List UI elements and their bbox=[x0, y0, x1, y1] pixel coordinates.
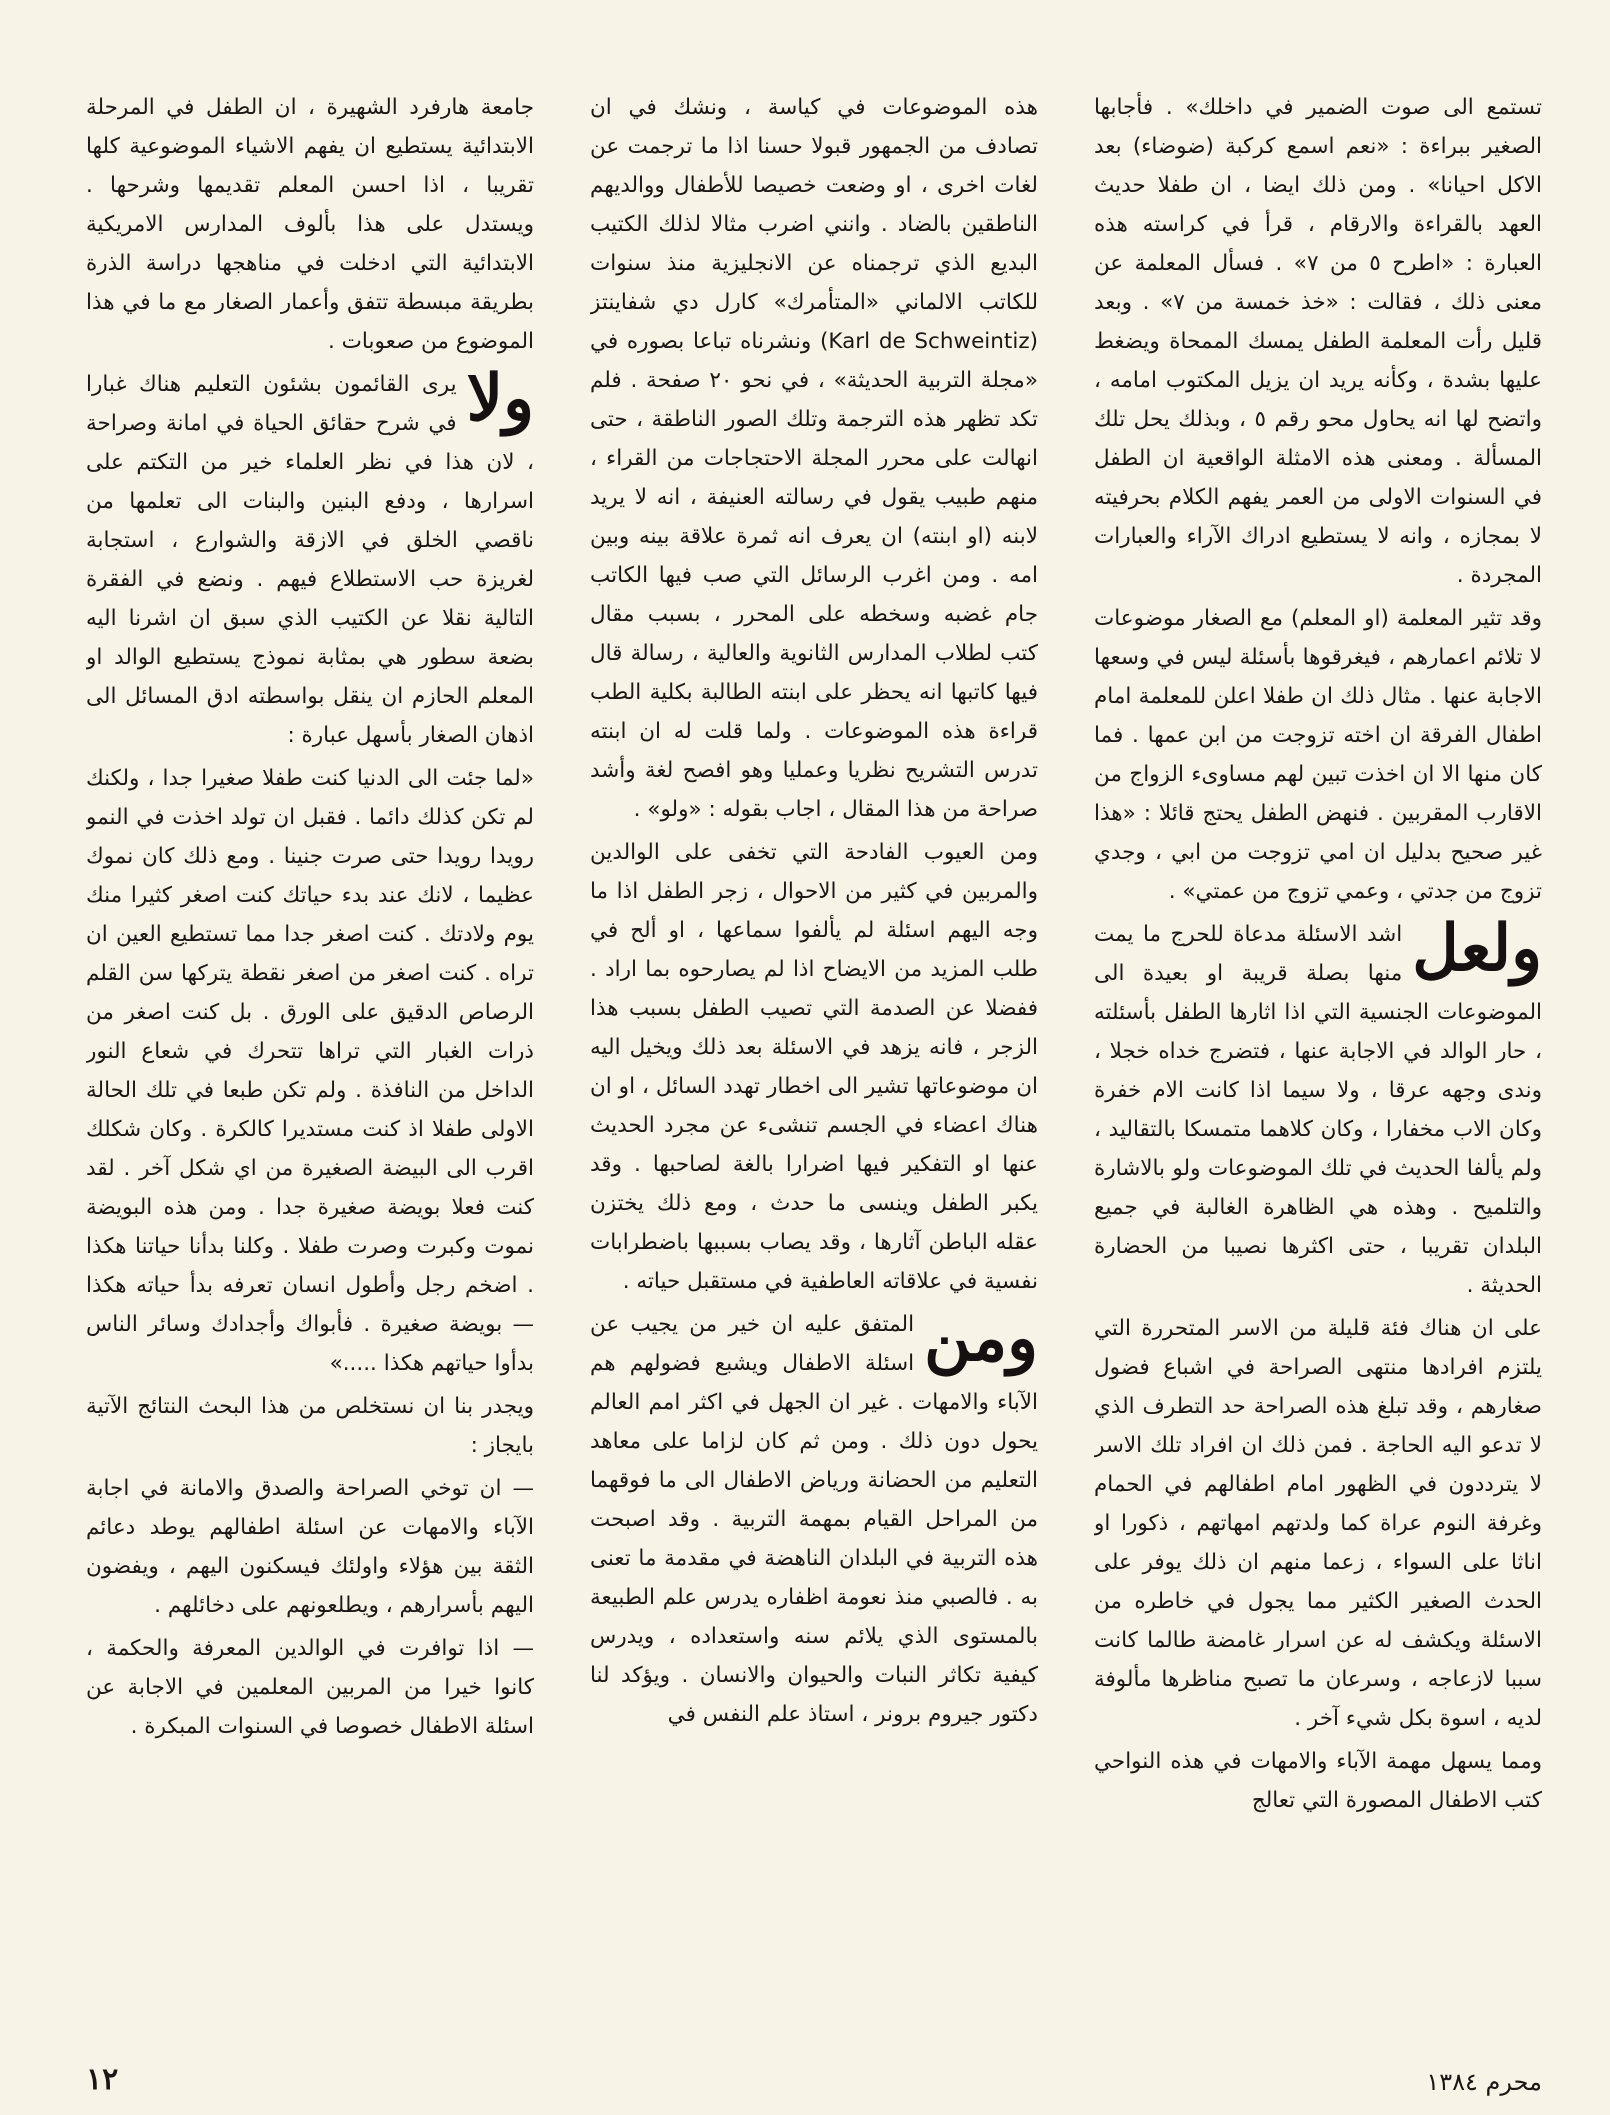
conclusion-point: — ان توخي الصراحة والصدق والامانة في اجابة الآباء والامهات عن اسئلة اطفالهم يوطد دعائم الثقة بين هؤلاء واولئك فيسكنون اليهم ، ويفضون اليهم بأسرارهم ، ويطلعونهم على دخائلهم . bbox=[86, 1476, 534, 1618]
dropcap-paragraph bbox=[86, 361, 534, 755]
paragraph: على ان هناك فئة قليلة من الاسر المتحررة التي يلتزم افرادها منتهى الصراحة في اشباع فضول صغارهم ، وقد تبلغ هذه الصراحة حد التطرف الذي لا تدعو اليه الحاجة . فمن ذلك ان افراد تلك الاسر لا يترددون في الظهور امام اطفالهم في الحمام وغرفة النوم عراة كما ولدتهم امهاتهم ، ذكورا او اناثا على السواء ، زعما منهم ان ذلك يوفر على الحدث الصغير الكثير مما يجول في خاطره من الاسئلة ويكشف له عن اسرار غامضة طالما كانت سببا لازعاجه ، وسرعان ما تصبح مناظرها مألوفة لديه ، اسوة بكل شيء آخر . bbox=[1094, 1316, 1542, 1731]
paragraph: ومما يسهل مهمة الآباء والامهات في هذه النواحي كتب الاطفال المصورة التي تعالج bbox=[1094, 1749, 1542, 1813]
conclusion-point: — اذا توافرت في الوالدين المعرفة والحكمة ، كانوا خيرا من المربين المعلمين في الاجابة عن اسئلة الاطفال خصوصا في السنوات المبكرة . bbox=[86, 1636, 534, 1739]
quoted-passage: «لما جئت الى الدنيا كنت طفلا صغيرا جدا ، ولكنك لم تكن كذلك دائما . فقبل ان تولد اخذت في النمو رويدا رويدا حتى صرت جنينا . ومع ذلك كان نموك عظيما ، لانك عند بدء حياتك كنت اصغر كثيرا منك يوم ولادتك . كنت اصغر جدا مما تستطيع العين ان تراه . كنت اصغر من اصغر نقطة يتركها سن القلم الرصاص الدقيق على الورق . بل كنت اصغر من ذرات الغبار التي تراها تتحرك في شعاع النور الداخل من النافذة . ولم تكن طبعا في تلك الحالة الاولى طفلا اذ كنت مستديرا كالكرة . وكان شكلك اقرب الى البيضة الصغيرة من اي شكل آخر . لقد كنت فعلا بويضة صغيرة جدا . ومن هذه البويضة نموت وكبرت وصرت طفلا . وكلنا بدأنا حياتنا هكذا . اضخم رجل وأطول انسان تعرفه بدأ حياته هكذا — بويضة صغيرة . فأبواك وأجدادك وسائر الناس بدأوا حياتهم هكذا .....» bbox=[86, 766, 534, 1376]
issue-date: محرم ١٣٨٤ bbox=[1426, 2068, 1542, 2096]
paragraph: تستمع الى صوت الضمير في داخلك» . فأجابها الصغير ببراءة : «نعم اسمع كركبة (ضوضاء) بعد الاكل احيانا» . ومن ذلك ايضا ، ان طفلا حديث العهد بالقراءة والارقام ، قرأ في كراسته هذه العبارة : «اطرح ٥ من ٧» . فسأل المعلمة عن معنى ذلك ، فقالت : «خذ خمسة من ٧» . وبعد قليل رأت المعلمة الطفل يمسك الممحاة ويضغط عليها بشدة ، وكأنه يريد ان يزيل المكتوب امامه ، واتضح لها انه يحاول محو رقم ٥ ، وبذلك يحل تلك المسألة . ومعنى هذه الامثلة الواقعية ان الطفل في السنوات الاولى من العمر يفهم الكلام بحرفيته لا بمجازه ، وانه لا يستطيع ادراك الآراء والعبارات المجردة . bbox=[1094, 95, 1542, 588]
paragraph-text: المتفق عليه ان خير من يجيب عن اسئلة الاطفال ويشبع فضولهم هم الآباء والامهات . غير ان الجهل في اكثر امم العالم يحول دون ذلك . ومن ثم كان لزاما على معاهد التعليم من الحضانة ورياض الاطفال الى ما فوقهما من المراحل القيام بمهمة التربية . وقد اصبحت هذه التربية في البلدان الناهضة في مقدمة ما تعنى به . فالصبي منذ نعومة اظفاره يدرس علم الطبيعة بالمستوى الذي يلائم سنه واستعداده ، ويدرس كيفية تكاثر النبات والحيوان والانسان . ويؤكد لنا دكتور جيروم برونر ، استاذ علم النفس في bbox=[590, 1312, 1038, 1727]
paragraph: ومن العيوب الفادحة التي تخفى على الوالدين والمربين في كثير من الاحوال ، زجر الطفل اذا ما وجه اليهم اسئلة لم يألفوا سماعها ، او ألح في طلب المزيد من الايضاح اذا لم يصارحوه بما اراد . ففضلا عن الصدمة التي تصيب الطفل بسبب هذا الزجر ، فانه يزهد في الاسئلة بعد ذلك ويخيل اليه ان موضوعاتها تشير الى اخطار تهدد السائل ، او ان هناك اعضاء في الجسم تنشىء عن مجرد الحديث عنها او التفكير فيها اضرارا بالغة لصاحبها . وقد يكبر الطفل وينسى ما حدث ، ومع ذلك يختزن عقله الباطن آثارها ، وقد يصاب بسببها باضطرابات نفسية في علاقاته العاطفية في مستقبل حياته . bbox=[590, 840, 1038, 1294]
dropcap-word: ولعل bbox=[1412, 911, 1542, 986]
dropcap-word: ولا bbox=[466, 361, 534, 436]
paragraph-text: اشد الاسئلة مدعاة للحرج ما يمت منها بصلة قريبة او بعيدة الى الموضوعات الجنسية التي اذا اثارها الطفل بأسئلته ، حار الوالد في الاجابة عنها ، فتضرج خداه خجلا ، وندى وجهه عرقا ، ولا سيما اذا كانت الام خفرة وكان الاب مخفارا ، وكان كلاهما متمسكا بالتقاليد ، ولم يألفا الحديث في تلك الموضوعات ولو بالاشارة والتلميح . وهذه هي الظاهرة الغالبة في جميع البلدان تقريبا ، حتى اكثرها نصيبا من الحضارة الحديثة . bbox=[1094, 922, 1542, 1298]
text-column-right bbox=[1094, 88, 1542, 2033]
paragraph: جامعة هارفرد الشهيرة ، ان الطفل في المرحلة الابتدائية يستطيع ان يفهم الاشياء الموضوعية كلها تقريبا ، اذا احسن المعلم تقديمها وشرحها . ويستدل على هذا بألوف المدارس الامريكية الابتدائية التي ادخلت في مناهجها دراسة الذرة بطريقة مبسطة تتفق وأعمار الصغار مع ما في هذا الموضوع من صعوبات . bbox=[86, 95, 534, 354]
paragraph: وقد تثير المعلمة (او المعلم) مع الصغار موضوعات لا تلائم اعمارهم ، فيغرقوها بأسئلة ليس في وسعها الاجابة عنها . مثال ذلك ان طفلا اعلن للمعلمة امام اطفال الفرقة ان اخته تزوجت من ابن عمها . فما كان منها الا ان اخذت تبين لهم مساوىء الزواج من الاقارب المقربين . فنهض الطفل يحتج قائلا : «هذا غير صحيح بدليل ان امي تزوجت من ابي ، وجدي تزوج من جدتي ، وعمي تزوج من عمتي» . bbox=[1094, 606, 1542, 904]
text-column-middle bbox=[590, 88, 1038, 2033]
dropcap-word: ومن bbox=[924, 1301, 1038, 1376]
paragraph-text: يرى القائمون بشئون التعليم هناك غبارا في شرح حقائق الحياة في امانة وصراحة ، لان هذا في نظر العلماء خير من التكتم على اسرارها ، ودفع البنين والبنات الى تعلمها من ناقصي الخلق في الازقة والشوارع ، استجابة لغريزة حب الاستطلاع فيهم . ونضع في الفقرة التالية نقلا عن الكتيب الذي سبق ان اشرنا اليه بضعة سطور هي بمثابة نموذج يستطيع الوالد او المعلم الحازم ان ينقل بواسطته ادق المسائل الى اذهان الصغار بأسهل عبارة : bbox=[86, 372, 534, 748]
dropcap-paragraph bbox=[590, 1301, 1038, 1734]
text-column-left bbox=[86, 88, 534, 2033]
page-number: ١٢ bbox=[86, 2062, 119, 2097]
dropcap-paragraph bbox=[1094, 911, 1542, 1305]
conclusion-intro: ويجدر بنا ان نستخلص من هذا البحث النتائج الآتية بايجاز : bbox=[86, 1394, 534, 1458]
paragraph: هذه الموضوعات في كياسة ، ونشك في ان تصادف من الجمهور قبولا حسنا اذا ما ترجمت عن لغات اخرى ، او وضعت خصيصا للأطفال ووالديهم الناطقين بالضاد . وانني اضرب مثالا لذلك الكتيب البديع الذي ترجمناه عن الانجليزية منذ سنوات للكاتب الالماني «المتأمرك» كارل دي شفاينتز (Karl de Schweintiz) ونشرناه تباعا بصوره في «مجلة التربية الحديثة» ، في نحو ٢٠ صفحة . فلم تكد تظهر هذه الترجمة وتلك الصور الناطقة ، حتى انهالت على محرر المجلة الاحتجاجات من القراء ، منهم طبيب يقول في رسالته العنيفة ، انه لا يريد لابنه (او ابنته) ان يعرف انه ثمرة علاقة بينه وبين امه . ومن اغرب الرسائل التي صب فيها الكاتب جام غضبه وسخطه على المحرر ، بسبب مقال كتب لطلاب المدارس الثانوية والعالية ، رسالة قال فيها كاتبها انه يحظر على ابنته الطالبة بكلية الطب قراءة هذه الموضوعات . ولما قلت له ان ابنته تدرس التشريح نظريا وعمليا وهو افصح لغة وأشد صراحة من هذا المقال ، اجاب بقوله : «ولو» . bbox=[590, 95, 1038, 822]
